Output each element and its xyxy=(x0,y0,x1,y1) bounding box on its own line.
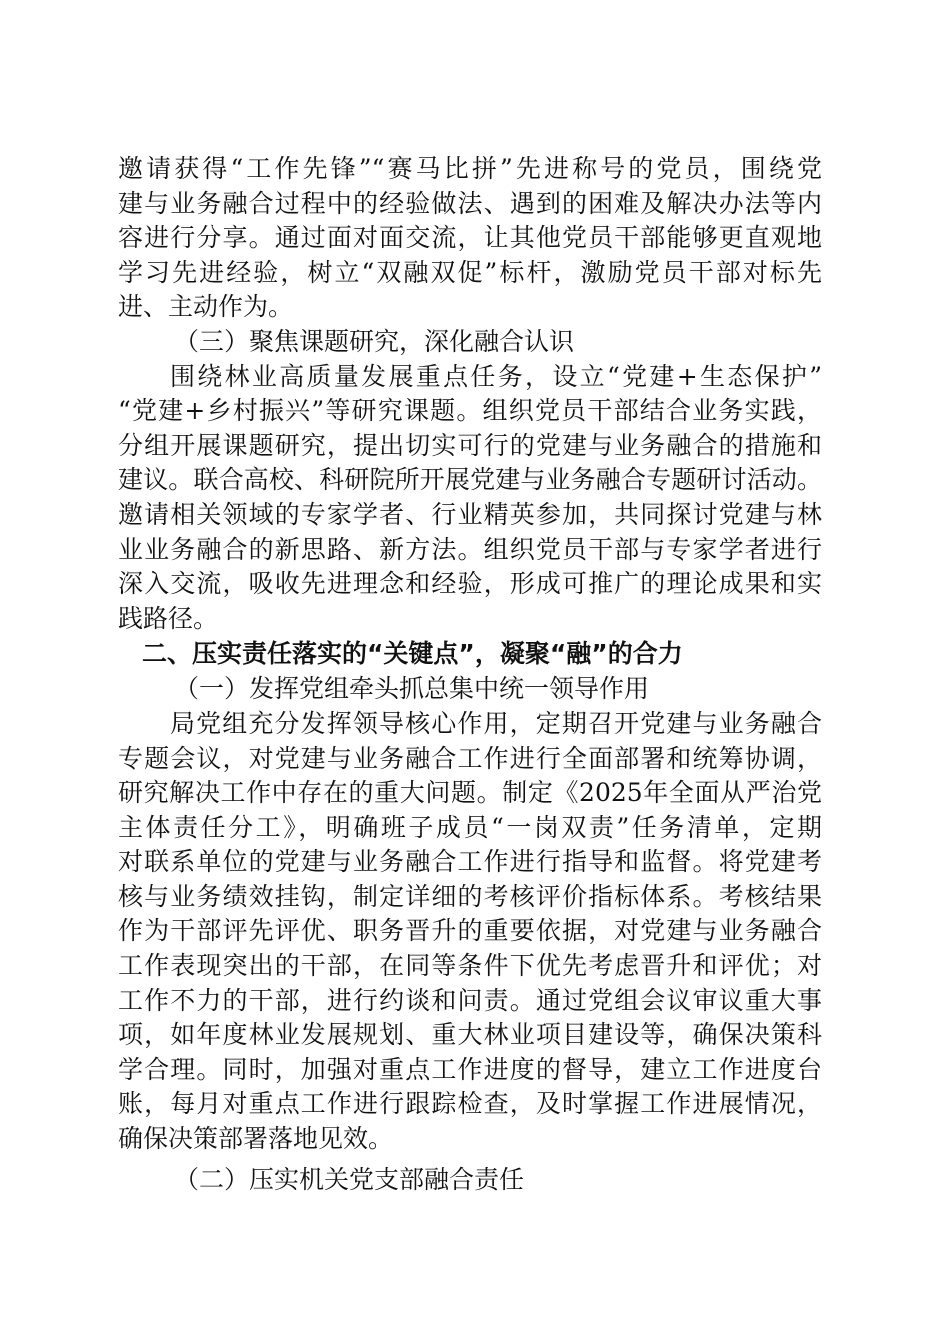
paragraph-line: 践路径。 xyxy=(118,603,219,633)
paragraph-line: 深入交流，吸收先进理念和经验，形成可推广的理论成果和实 xyxy=(118,569,822,599)
paragraph-line: 工作表现突出的干部，在同等条件下优先考虑晋升和评优；对 xyxy=(118,951,822,981)
paragraph-line: 作为干部评先评优、职务晋升的重要依据，对党建与业务融合 xyxy=(118,916,822,946)
paragraph-line: 邀请获得“工作先锋”“赛马比拼”先进称号的党员，围绕党 xyxy=(118,154,822,183)
paragraph-line: 建与业务融合过程中的经验做法、遇到的困难及解决办法等内 xyxy=(118,188,822,218)
subsection-heading: （一）发挥党组牵头抓总集中统一领导作用 xyxy=(174,674,650,704)
paragraph-line: 进、主动作为。 xyxy=(118,292,294,322)
paragraph-line: 围绕林业高质量发展重点任务，设立“党建+生态保护” xyxy=(170,361,822,391)
paragraph-line: 专题会议，对党建与业务融合工作进行全面部署和统筹协调， xyxy=(118,743,822,773)
paragraph-line: 业业务融合的新思路、新方法。组织党员干部与专家学者进行 xyxy=(118,534,822,564)
paragraph-line: 邀请相关领域的专家学者、行业精英参加，共同探讨党建与林 xyxy=(118,499,822,529)
paragraph-line: “党建+乡村振兴”等研究课题。组织党员干部结合业务实践， xyxy=(118,396,822,426)
paragraph-line: 建议。联合高校、科研院所开展党建与业务融合专题研讨活动。 xyxy=(118,465,822,495)
document-page xyxy=(118,152,822,1197)
paragraph-line: 局党组充分发挥领导核心作用，定期召开党建与业务融合 xyxy=(170,708,822,738)
paragraph-line: 分组开展课题研究，提出切实可行的党建与业务融合的措施和 xyxy=(118,430,822,460)
paragraph-line: 工作不力的干部，进行约谈和问责。通过党组会议审议重大事 xyxy=(118,985,822,1015)
paragraph-line: 容进行分享。通过面对面交流，让其他党员干部能够更直观地 xyxy=(118,223,822,253)
paragraph-line: 学习先进经验，树立“双融双促”标杆，激励党员干部对标先 xyxy=(118,257,822,287)
paragraph-line: 确保决策部署落地见效。 xyxy=(118,1124,394,1154)
paragraph-line: 研究解决工作中存在的重大问题。制定《2025年全面从严治党 xyxy=(118,778,822,808)
paragraph-line: 核与业务绩效挂钩，制定详细的考核评价指标体系。考核结果 xyxy=(118,881,822,911)
paragraph-line: 对联系单位的党建与业务融合工作进行指导和监督。将党建考 xyxy=(118,847,822,877)
paragraph-line: 学合理。同时，加强对重点工作进度的督导，建立工作进度台 xyxy=(118,1054,822,1084)
section-heading: 二、压实责任落实的“关键点”，凝聚“融”的合力 xyxy=(142,639,683,669)
subsection-heading: （三）聚焦课题研究，深化融合认识 xyxy=(174,326,575,356)
paragraph-line: 账，每月对重点工作进行跟踪检查，及时掌握工作进展情况， xyxy=(118,1089,822,1119)
subsection-heading: （二）压实机关党支部融合责任 xyxy=(174,1164,525,1194)
paragraph-line: 主体责任分工》，明确班子成员“一岗双责”任务清单，定期 xyxy=(118,812,822,842)
paragraph-line: 项，如年度林业发展规划、重大林业项目建设等，确保决策科 xyxy=(118,1020,822,1050)
